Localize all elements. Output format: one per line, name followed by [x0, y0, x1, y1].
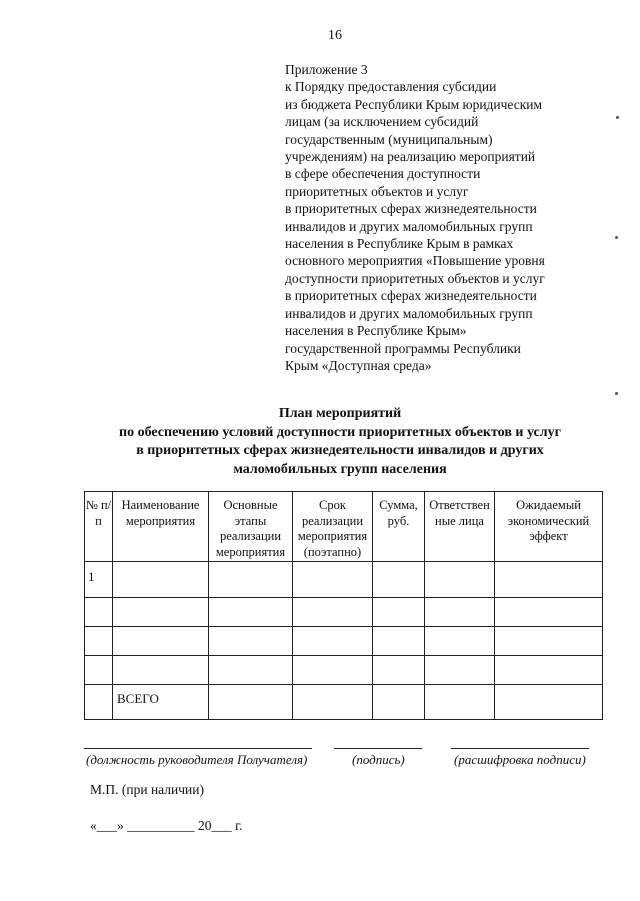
- plan-title-line: по обеспечению условий доступности приоритетных объектов и услуг: [119, 424, 561, 440]
- appendix-line: в сфере обеспечения доступности: [285, 166, 481, 182]
- plan-title: [40, 405, 640, 479]
- plan-title-line: маломобильных групп населения: [233, 461, 447, 477]
- table-cell: [85, 598, 113, 627]
- column-header-number: № п/п: [85, 492, 113, 562]
- column-header-name: Наименование мероприятия: [113, 492, 209, 562]
- table-cell: [113, 627, 209, 656]
- scan-speck: [616, 116, 619, 119]
- appendix-line: инвалидов и других маломобильных групп: [285, 305, 533, 321]
- appendix-line: доступности приоритетных объектов и услуг: [285, 270, 545, 286]
- table-cell: [113, 656, 209, 685]
- table-cell: [293, 656, 373, 685]
- column-header-stages: Основные этапы реализации мероприятия: [209, 492, 293, 562]
- signature-label: (подпись): [352, 752, 405, 767]
- decode-signature-line: [451, 748, 589, 749]
- table-row: [85, 562, 603, 598]
- appendix-line: населения в Республике Крым в рамках: [285, 236, 514, 252]
- plan-title-line: в приоритетных сферах жизнедеятельности инвалидов и других: [136, 443, 544, 458]
- table-cell: [373, 656, 425, 685]
- total-label: ВСЕГО: [113, 685, 209, 720]
- table-header-row: [85, 492, 603, 562]
- scan-speck: [615, 392, 618, 395]
- table-cell: [85, 656, 113, 685]
- table-cell: [209, 685, 293, 720]
- plan-table: [84, 491, 603, 720]
- table-cell: [425, 685, 495, 720]
- appendix-line: населения в Республике Крым»: [285, 323, 467, 339]
- table-cell: [293, 562, 373, 598]
- appendix-line: Крым «Доступная среда»: [285, 357, 432, 373]
- table-cell: [373, 598, 425, 627]
- decode-label: (расшифровка подписи): [454, 752, 586, 767]
- table-cell: [495, 562, 603, 598]
- table-total-row: [85, 685, 603, 720]
- stamp-place: М.П. (при наличии): [90, 782, 204, 797]
- appendix-line: государственной программы Республики: [285, 340, 521, 356]
- table-cell: [293, 598, 373, 627]
- appendix-line: государственным (муниципальным): [285, 131, 493, 147]
- column-header-responsible: Ответствен ные лица: [425, 492, 495, 562]
- table-cell: [373, 562, 425, 598]
- appendix-line: учреждениям) на реализацию мероприятий: [285, 149, 536, 165]
- table-cell: [425, 627, 495, 656]
- table-cell: [113, 562, 209, 598]
- column-header-amount: Сумма, руб.: [373, 492, 425, 562]
- appendix-line: приоритетных объектов и услуг: [285, 183, 469, 199]
- table-cell: [293, 627, 373, 656]
- table-cell: [209, 627, 293, 656]
- page-number: 16: [328, 28, 342, 43]
- column-header-effect: Ожидаемый экономический эффект: [495, 492, 603, 562]
- table-cell: [209, 656, 293, 685]
- table-cell: [373, 685, 425, 720]
- appendix-line: в приоритетных сферах жизнедеятельности: [285, 288, 537, 304]
- table-cell: [495, 656, 603, 685]
- appendix-line: Приложение 3: [285, 62, 368, 77]
- position-label: (должность руководителя Получателя): [86, 752, 308, 767]
- table-cell: [293, 685, 373, 720]
- appendix-line: в приоритетных сферах жизнедеятельности: [285, 201, 537, 217]
- appendix-line: основного мероприятия «Повышение уровня: [285, 253, 545, 269]
- table-cell: [373, 627, 425, 656]
- signature-line: [334, 748, 422, 749]
- table-row: [85, 598, 603, 627]
- table-cell: [495, 627, 603, 656]
- table-row: [85, 656, 603, 685]
- date-field: «___» __________ 20___ г.: [90, 818, 243, 833]
- table-cell: [209, 598, 293, 627]
- table-cell: [425, 562, 495, 598]
- plan-title-line: План мероприятий: [278, 406, 402, 421]
- table-cell: [113, 598, 209, 627]
- position-signature-line: [84, 748, 312, 749]
- table-cell: [425, 598, 495, 627]
- appendix-line: из бюджета Республики Крым юридическим: [285, 96, 543, 112]
- column-header-deadline: Срок реализации мероприятия (поэтапно): [293, 492, 373, 562]
- table-cell: [425, 656, 495, 685]
- scan-speck: [615, 236, 618, 239]
- appendix-header: [285, 61, 615, 374]
- table-cell: [495, 685, 603, 720]
- table-cell: [209, 562, 293, 598]
- appendix-line: к Порядку предоставления субсидии: [285, 79, 497, 95]
- table-cell: [495, 598, 603, 627]
- appendix-line: инвалидов и других маломобильных групп: [285, 218, 533, 234]
- table-cell: [85, 685, 113, 720]
- table-cell: 1: [85, 562, 113, 598]
- table-row: [85, 627, 603, 656]
- appendix-line: лицам (за исключением субсидий: [285, 114, 479, 130]
- table-cell: [85, 627, 113, 656]
